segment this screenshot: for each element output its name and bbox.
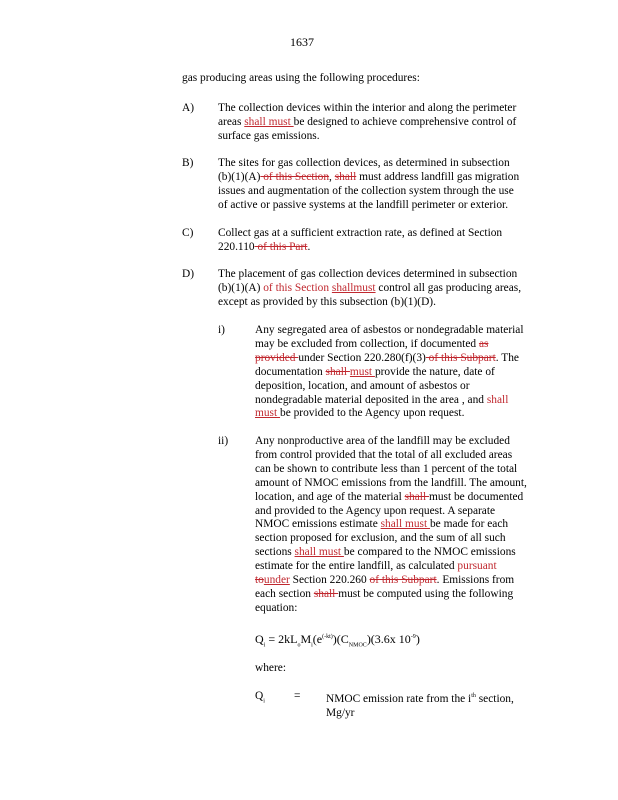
subsection-ii-line: from control provided that the total of all excluded areas bbox=[255, 448, 513, 461]
section-c-label: C) bbox=[182, 227, 194, 239]
section-b-line: issues and augmentation of the collection system through the use bbox=[218, 184, 514, 197]
deleted-text: of this Part bbox=[254, 240, 308, 253]
section-c-line: Collect gas at a sufficient extraction rate, as defined at Section bbox=[218, 227, 503, 239]
inserted-text: shall must bbox=[294, 546, 344, 559]
subsection-ii-line: tounder Section 220.260 of this Subpart. Emissions from bbox=[255, 574, 515, 587]
deleted-text: of this Subpart bbox=[369, 574, 437, 587]
subsection-ii-line: and provided to the Agency upon request. A separate bbox=[255, 504, 496, 517]
section-d-label: D) bbox=[182, 268, 195, 280]
section-a-label: A) bbox=[182, 102, 195, 114]
section-b-text bbox=[218, 157, 519, 213]
section-a-text bbox=[218, 102, 516, 144]
deleted-text: shall bbox=[325, 365, 350, 378]
section-c-line: 220.110 of this Part. bbox=[218, 240, 311, 253]
subsection-ii-line: each section shall must be computed using the following bbox=[255, 587, 514, 600]
inserted-text: under bbox=[263, 574, 290, 587]
subsection-ii-line: sections shall must be compared to the NMOC emissions bbox=[255, 546, 516, 559]
inserted-text: must bbox=[255, 407, 281, 420]
subsection-i-line: must be provided to the Agency upon request. bbox=[255, 407, 465, 420]
variable-symbol: $Q_i$ bbox=[255, 690, 265, 705]
subsection-ii-line: NMOC emissions estimate shall must be made for each bbox=[255, 518, 509, 531]
deleted-text: of this Subpart bbox=[425, 351, 496, 364]
section-d-line: (b)(1)(A) of this Section shallmust control all gas producing areas, bbox=[218, 281, 522, 294]
variable-definition: NMOC emission rate from the $i^{th}$ section, Mg/yr bbox=[326, 692, 514, 719]
subsection-i-line: may be excluded from collection, if documented as bbox=[255, 337, 489, 350]
section-b-line: of active or passive systems at the landfill perimeter or exterior. bbox=[218, 198, 509, 211]
inserted-text: shall must bbox=[380, 518, 430, 531]
section-b-line: The sites for gas collection devices, as determined in subsection bbox=[218, 157, 510, 169]
subsection-ii-line: equation: bbox=[255, 601, 298, 614]
subsection-i-line: deposition, location, and amount of asbestos or bbox=[255, 379, 470, 392]
subsection-ii-line: estimate for the entire landfill, as calculated pursuant bbox=[255, 560, 497, 573]
section-d-line: The placement of gas collection devices determined in subsection bbox=[218, 268, 518, 280]
section-a-line: areas shall must be designed to achieve comprehensive control of bbox=[218, 115, 517, 128]
inserted-text: must bbox=[349, 365, 375, 378]
inserted-text: shallmust bbox=[331, 281, 376, 294]
inserted-text: of this Section bbox=[263, 281, 332, 294]
section-d-text bbox=[218, 268, 521, 310]
deleted-text: shall bbox=[334, 170, 357, 183]
deleted-text: shall bbox=[404, 490, 429, 503]
subsection-i-line: nondegradable material deposited in the area , and shall bbox=[255, 393, 509, 406]
subsection-ii-line: location, and age of the material shall must be documented bbox=[255, 490, 524, 503]
deleted-text: to bbox=[255, 574, 264, 587]
subsection-i-line: documentation shall must provide the nature, date of bbox=[255, 365, 495, 378]
emission-equation: $Q_i = 2kL_oM_i(e^{(-kt)})(C_{NMOC})(3.6x$ $10^{-9}$) bbox=[255, 632, 420, 649]
intro-line: gas producing areas using the following procedures: bbox=[182, 72, 420, 84]
subsection-ii-label: ii) bbox=[218, 435, 229, 447]
subsection-ii-text bbox=[255, 435, 527, 616]
inserted-text: pursuant bbox=[457, 560, 497, 573]
deleted-text: as bbox=[478, 337, 489, 350]
subsection-ii-line: can be shown to contribute less than 1 percent of the total bbox=[255, 462, 518, 475]
inserted-text: shall must bbox=[244, 115, 294, 128]
subsection-i-line: Any segregated area of asbestos or nondegradable material bbox=[255, 324, 524, 336]
section-a-line: surface gas emissions. bbox=[218, 129, 320, 142]
subsection-i-label: i) bbox=[218, 324, 225, 336]
page-number: 1637 bbox=[290, 35, 314, 49]
subsection-i-line: provided under Section 220.280(f)(3) of this Subpart. The bbox=[255, 351, 519, 364]
subsection-i-text bbox=[255, 324, 524, 421]
deleted-text: shall bbox=[313, 587, 339, 600]
where-label: where: bbox=[255, 662, 286, 674]
subsection-ii-line: amount of NMOC emissions from the landfill. The amount, bbox=[255, 476, 527, 489]
variable-equals: = bbox=[294, 690, 301, 702]
subsection-ii-line: Any nonproductive area of the landfill may be excluded bbox=[255, 435, 510, 447]
inserted-text: shall bbox=[486, 393, 509, 406]
section-a-line: The collection devices within the interior and along the perimeter bbox=[218, 102, 517, 114]
section-c-text bbox=[218, 227, 502, 255]
section-b-label: B) bbox=[182, 157, 194, 169]
deleted-text: provided bbox=[255, 351, 299, 364]
section-b-line: (b)(1)(A) of this Section, shall must address landfill gas migration bbox=[218, 170, 520, 183]
deleted-text: of this Section bbox=[260, 170, 330, 183]
subsection-ii-line: section proposed for exclusion, and the sum of all such bbox=[255, 532, 506, 545]
section-d-line: except as provided by this subsection (b)(1)(D). bbox=[218, 295, 436, 308]
